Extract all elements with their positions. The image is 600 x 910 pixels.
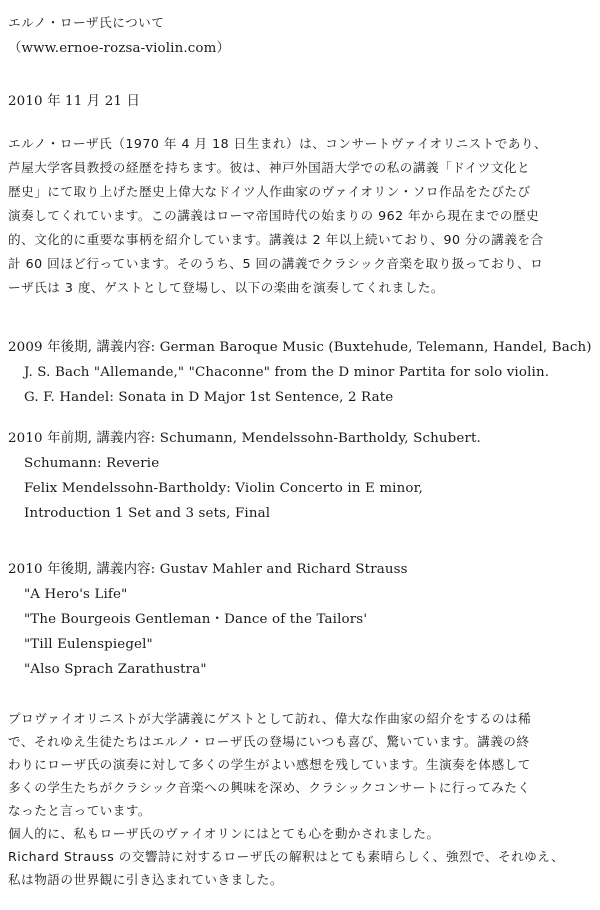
section-heading: 2010 年前期, 講義内容: Schumann, Mendelssohn-Bartholdy, Schubert. bbox=[8, 431, 481, 446]
intro-line: ーザ氏は 3 度、ゲストとして登場し、以下の楽曲を演奏してくれました。 bbox=[8, 280, 445, 295]
document-title: エルノ・ローザ氏について bbox=[8, 15, 165, 30]
intro-line: 芦屋大学客員教授の経歴を持ちます。彼は、神戸外国語大学での私の講義「ドイツ文化と bbox=[8, 160, 531, 175]
document-date: 2010 年 11 月 21 日 bbox=[8, 94, 141, 109]
program-item: Introduction 1 Set and 3 sets, Final bbox=[24, 506, 271, 521]
closing-line: わりにローザ氏の演奏に対して多くの学生がよい感想を残しています。生演奏を体感して bbox=[8, 757, 531, 772]
program-item: "Till Eulenspiegel" bbox=[24, 637, 153, 652]
program-item: G. F. Handel: Sonata in D Major 1st Sentence, 2 Rate bbox=[24, 390, 394, 405]
program-item: Schumann: Reverie bbox=[24, 456, 160, 471]
intro-line: 演奏してくれています。この講義はローマ帝国時代の始まりの 962 年から現在までの歴史 bbox=[8, 208, 540, 223]
program-item: Felix Mendelssohn-Bartholdy: Violin Concerto in E minor, bbox=[24, 481, 424, 496]
program-item: J. S. Bach "Allemande," "Chaconne" from the D minor Partita for solo violin. bbox=[24, 365, 550, 380]
program-item: "A Hero's Life" bbox=[24, 587, 128, 602]
section-heading: 2010 年後期, 講義内容: Gustav Mahler and Richard Strauss bbox=[8, 562, 408, 577]
closing-line: 私は物語の世界観に引き込まれていきました。 bbox=[8, 872, 283, 887]
intro-line: 計 60 回ほど行っています。そのうち、5 回の講義でクラシック音楽を取り扱っており、ロ bbox=[8, 256, 544, 271]
closing-line: 多くの学生たちがクラシック音楽への興味を深め、クラシックコンサートに行ってみたく bbox=[8, 780, 531, 795]
program-item: "Also Sprach Zarathustra" bbox=[24, 662, 207, 677]
section-heading: 2009 年後期, 講義内容: German Baroque Music (Buxtehude, Telemann, Handel, Bach) bbox=[8, 340, 592, 355]
website-url[interactable]: （www.ernoe-rozsa-violin.com） bbox=[8, 41, 231, 56]
closing-line: Richard Strauss の交響詩に対するローザ氏の解釈はとても素晴らしく、強烈で、それゆえ、 bbox=[8, 849, 565, 864]
intro-line: エルノ・ローザ氏（1970 年 4 月 18 日生まれ）は、コンサートヴァイオリニストであり、 bbox=[8, 136, 548, 151]
closing-line: なったと言っています。 bbox=[8, 803, 152, 818]
closing-line: で、それゆえ生徒たちはエルノ・ローザ氏の登場にいつも喜び、驚いています。講義の終 bbox=[8, 734, 530, 749]
closing-line: プロヴァイオリニストが大学講義にゲストとして訪れ、偉大な作曲家の紹介をするのは稀 bbox=[8, 711, 532, 726]
intro-line: 歴史」にて取り上げた歴史上偉大なドイツ人作曲家のヴァイオリン・ソロ作品をたびたび bbox=[8, 184, 531, 199]
closing-line: 個人的に、私もローザ氏のヴァイオリンにはとても心を動かされました。 bbox=[8, 826, 440, 841]
intro-line: 的、文化的に重要な事柄を紹介しています。講義は 2 年以上続いており、90 分の講義を合 bbox=[8, 232, 544, 247]
program-item: "The Bourgeois Gentleman・Dance of the Tailors' bbox=[24, 612, 368, 627]
website-link[interactable] bbox=[8, 40, 230, 58]
